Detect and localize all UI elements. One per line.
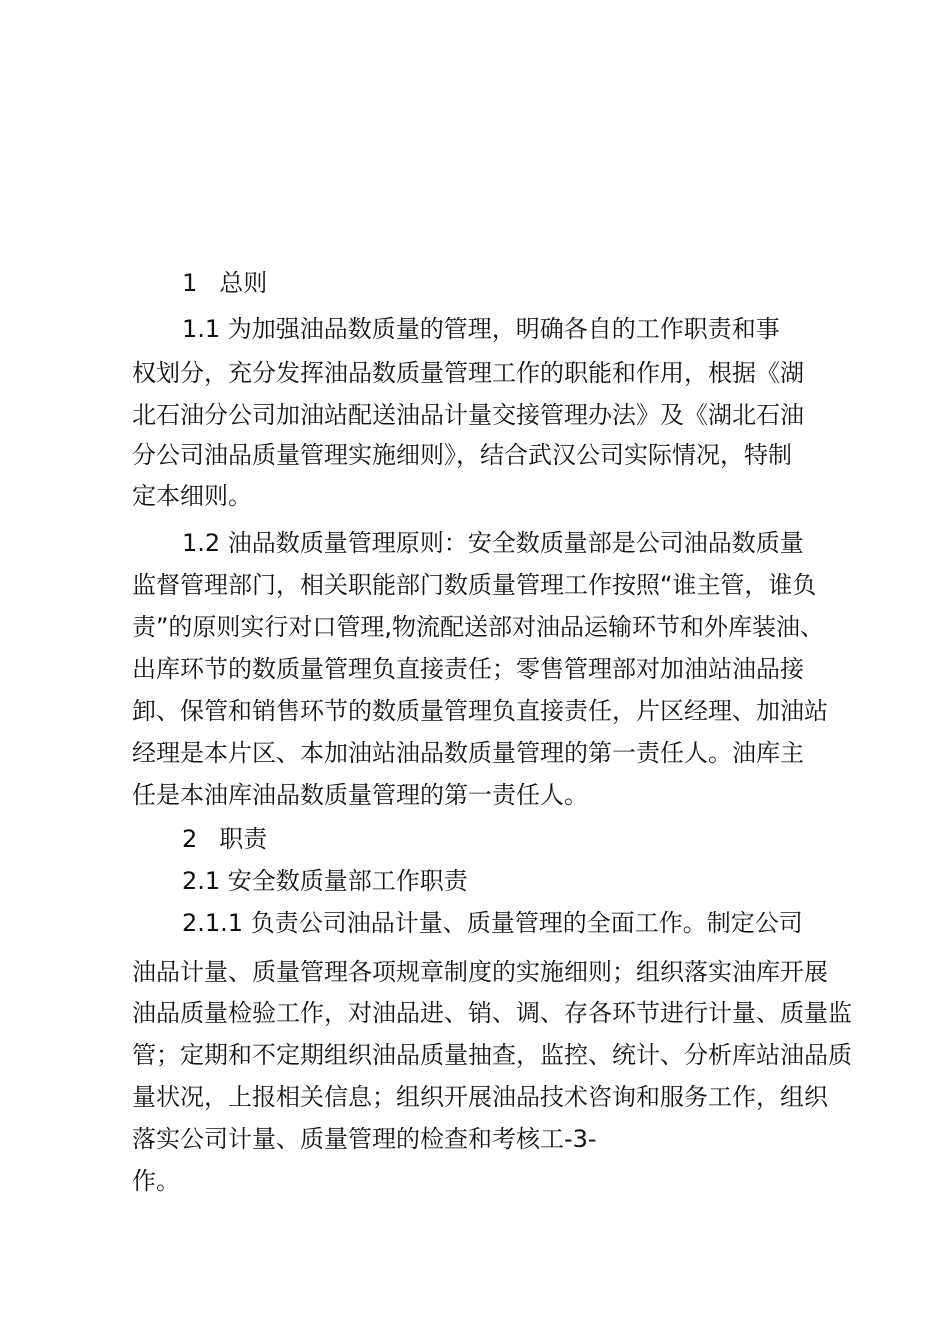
para-1-1-line: 分公司油品质量管理实施细则》，结合武汉公司实际情况，特制 — [132, 441, 792, 469]
para-1-2-line: 任是本油库油品数质量管理的第一责任人。 — [132, 781, 588, 809]
subsection-2-1-heading: 2.1 安全数质量部工作职责 — [182, 867, 468, 895]
para-2-1-1-line: 2.1.1 负责公司油品计量、质量管理的全面工作。制定公司 — [182, 909, 803, 937]
para-2-1-1-line: 量状况，上报相关信息；组织开展油品技术咨询和服务工作，组织 — [132, 1083, 828, 1111]
para-1-2-line: 责”的原则实行对口管理,物流配送部对油品运输环节和外库装油、 — [132, 613, 825, 641]
para-2-1-1-line: 油品质量检验工作，对油品进、销、调、存各环节进行计量、质量监 — [132, 999, 852, 1027]
para-2-1-1-line: 作。 — [132, 1167, 180, 1195]
para-1-2-line: 1.2 油品数质量管理原则：安全数质量部是公司油品数质量 — [182, 529, 804, 557]
para-2-1-1-line: 油品计量、质量管理各项规章制度的实施细则；组织落实油库开展 — [132, 958, 828, 986]
section-1-title: 总则 — [219, 269, 268, 297]
para-1-2-line: 监督管理部门，相关职能部门数质量管理工作按照“谁主管，谁负 — [132, 571, 817, 599]
para-2-1-1-line: 落实公司计量、质量管理的检查和考核工-3- — [132, 1125, 597, 1153]
para-1-2-line: 经理是本片区、本加油站油品数质量管理的第一责任人。油库主 — [132, 739, 804, 767]
para-1-2-line: 出库环节的数质量管理负直接责任；零售管理部对加油站油品接 — [132, 655, 804, 683]
para-1-2-line: 卸、保管和销售环节的数质量管理负直接责任，片区经理、加油站 — [132, 697, 828, 725]
para-1-1-line: 北石油分公司加油站配送油品计量交接管理办法》及《湖北石油 — [132, 401, 804, 429]
section-2-heading — [182, 824, 902, 854]
para-1-1-line: 权划分，充分发挥油品数质量管理工作的职能和作用，根据《湖 — [132, 359, 804, 387]
para-2-1-1-line: 管；定期和不定期组织油品质量抽查，监控、统计、分析库站油品质 — [132, 1041, 852, 1069]
section-1-heading — [182, 268, 902, 298]
section-2-number: 2 — [182, 825, 198, 853]
para-1-1-line: 定本细则。 — [132, 482, 252, 510]
section-1-number: 1 — [182, 269, 198, 297]
para-1-1-line: 1.1 为加强油品数质量的管理，明确各自的工作职责和事 — [182, 315, 780, 343]
section-2-title: 职责 — [219, 825, 268, 853]
